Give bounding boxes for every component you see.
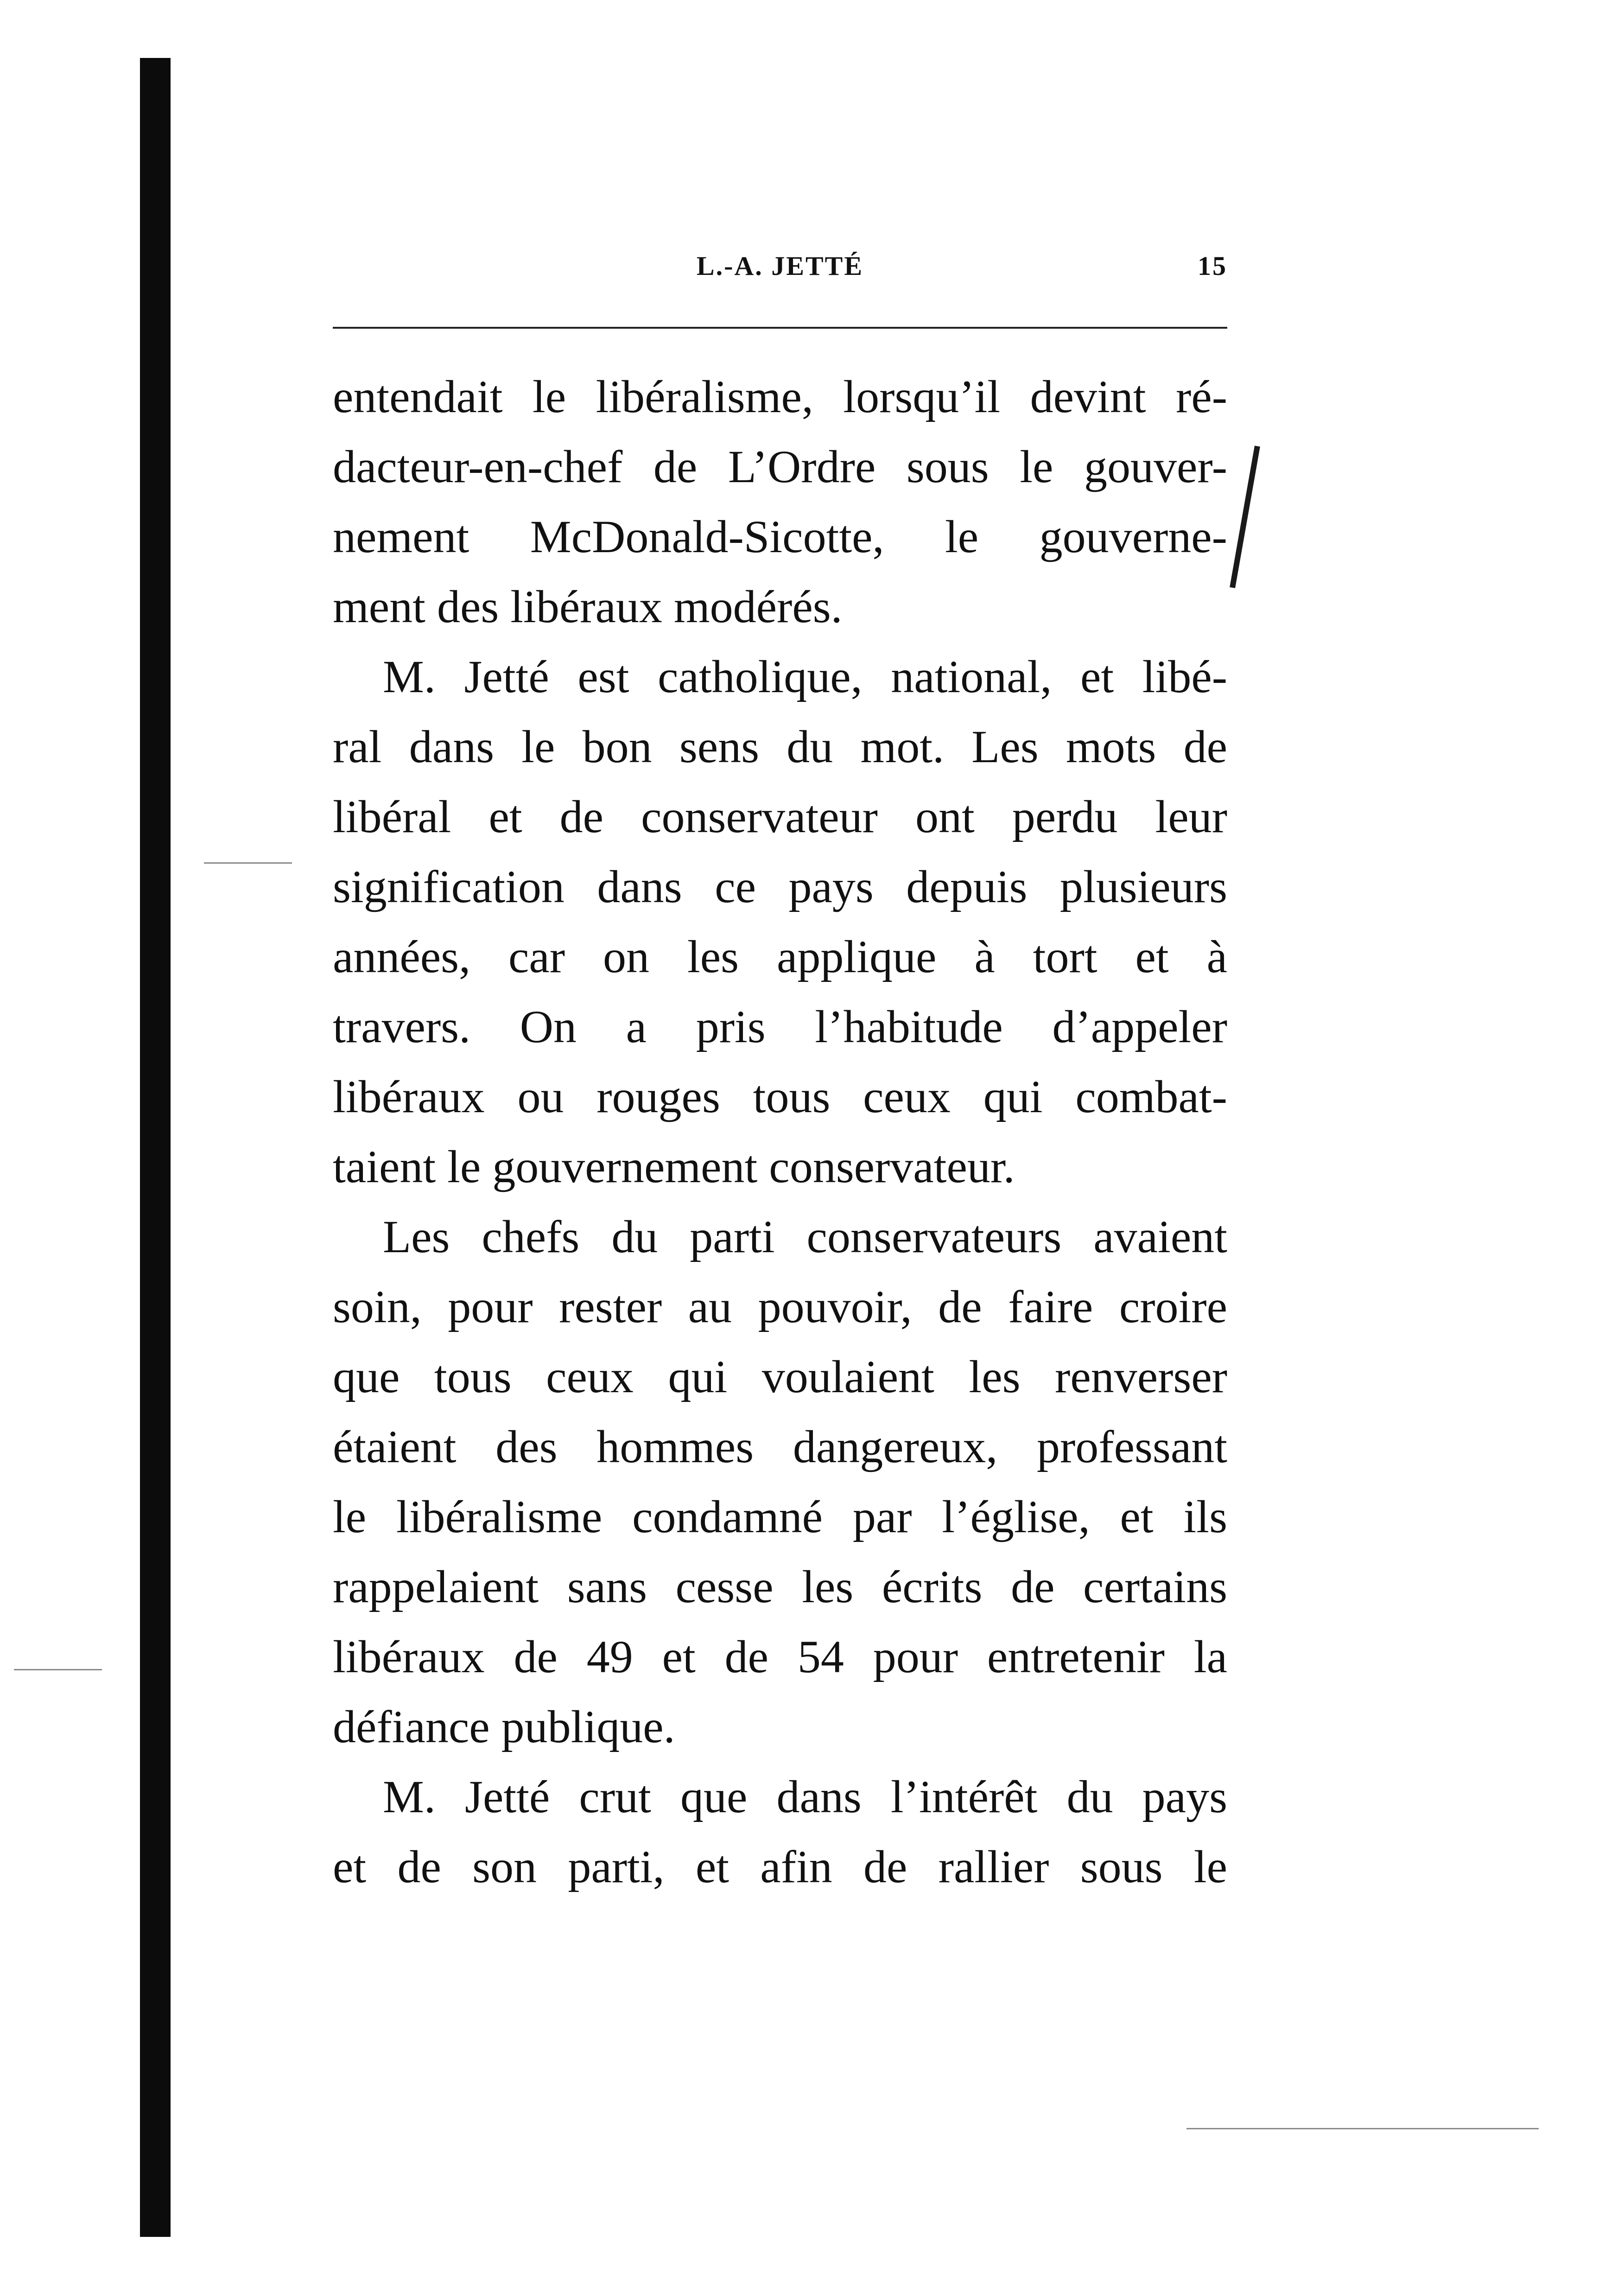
text-line: années, car on les applique à tort et à xyxy=(333,931,1227,982)
text-line: nement McDonald-Sicotte, le gouverne- xyxy=(333,511,1227,562)
text-line: libéraux de 49 et de 54 pour entretenir la xyxy=(333,1631,1227,1682)
page-number: 15 xyxy=(1198,251,1227,281)
text-line: taient le gouvernement conservateur. xyxy=(333,1141,1015,1192)
text-line: défiance publique. xyxy=(333,1701,675,1752)
text-line: M. Jetté crut que dans l’intérêt du pays xyxy=(383,1771,1227,1822)
text-line: M. Jetté est catholique, national, et libé- xyxy=(383,651,1227,702)
header-rule xyxy=(333,327,1227,329)
text-line: entendait le libéralisme, lorsqu’il devint ré- xyxy=(333,371,1227,422)
text-line: le libéralisme condamné par l’église, et ils xyxy=(333,1491,1227,1542)
text-line: ral dans le bon sens du mot. Les mots de xyxy=(333,721,1227,772)
text-line: étaient des hommes dangereux, professant xyxy=(333,1421,1227,1472)
body-text xyxy=(333,362,1227,1902)
margin-pen-mark xyxy=(1230,446,1260,588)
text-line: que tous ceux qui voulaient les renverser xyxy=(333,1351,1227,1402)
text-line: libéraux ou rouges tous ceux qui combat- xyxy=(333,1071,1227,1122)
text-line: dacteur-en-chef de L’Ordre sous le gouver- xyxy=(333,441,1227,492)
scan-artifact-line xyxy=(204,862,292,864)
text-line: soin, pour rester au pouvoir, de faire croire xyxy=(333,1281,1227,1332)
scan-artifact-line xyxy=(1186,2128,1539,2129)
running-head xyxy=(333,250,1227,287)
text-line: rappelaient sans cesse les écrits de certains xyxy=(333,1561,1227,1612)
binding-shadow xyxy=(140,58,171,2237)
text-line: et de son parti, et afin de rallier sous le xyxy=(333,1841,1227,1892)
text-line: signification dans ce pays depuis plusieurs xyxy=(333,861,1227,912)
text-line: ment des libéraux modérés. xyxy=(333,581,843,632)
text-line: libéral et de conservateur ont perdu leur xyxy=(333,791,1227,842)
scan-artifact-line xyxy=(14,1669,102,1670)
text-line: Les chefs du parti conservateurs avaient xyxy=(383,1211,1227,1262)
running-title: L.-A. JETTÉ xyxy=(696,251,864,281)
text-line: travers. On a pris l’habitude d’appeler xyxy=(333,1001,1227,1052)
